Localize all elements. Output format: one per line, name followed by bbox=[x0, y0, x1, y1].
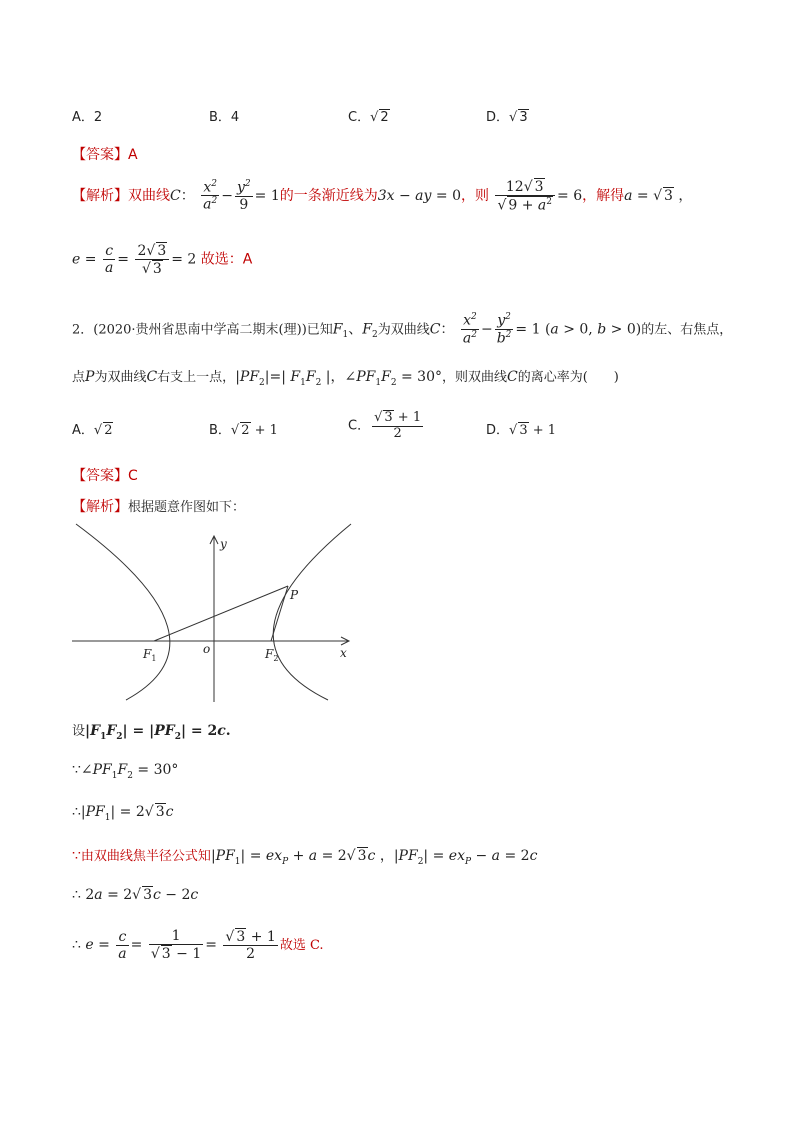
right-branch bbox=[273, 524, 351, 700]
q1-option-a: A．2 bbox=[72, 110, 103, 125]
q2-option-b: B．√ 2 + 1 bbox=[209, 423, 278, 438]
q1-option-c: C．√ 2 bbox=[348, 110, 389, 125]
q2-step2: $\because\angle PF_1F_2 = 30^\circ$ bbox=[72, 762, 179, 781]
q2-line2-t4: 的离心率为( ) bbox=[517, 370, 619, 385]
q2-step3: $\therefore|PF_1| = 2√$ 3c bbox=[72, 804, 174, 823]
q2-answer-value: C bbox=[128, 468, 138, 484]
q2-step6-suffix: 故选 C. bbox=[279, 938, 324, 954]
q2-step5: ∴ 2a = 2√ 3c − 2c bbox=[72, 887, 199, 903]
q1-option-c-value: 2 bbox=[380, 110, 389, 125]
q2-header: 2．(2020·贵州省思南中学高二期末(理))已知$F_1$、$F_2$为双曲线C： $\frac{x^2}{a^2}$ − $\frac{y^2}{b^2}$ = 1 (a > 0, b > 0)的左、右焦点， bbox=[72, 312, 733, 347]
q1-option-b: B．4 bbox=[209, 110, 240, 125]
q2-option-a-label: A． bbox=[72, 423, 94, 438]
label-f2: $F_2$ bbox=[265, 647, 279, 663]
q1-analysis-t3: ，则 bbox=[461, 187, 489, 204]
q1-answer bbox=[72, 144, 138, 164]
left-branch bbox=[76, 524, 170, 700]
q2-header-prefix: 2．(2020·贵州省思南中学高二期末(理))已知 bbox=[72, 322, 333, 338]
q2-option-b-label: B． bbox=[209, 423, 231, 438]
label-y: y bbox=[220, 537, 227, 551]
q2-line2: 点P为双曲线C右支上一点，$|PF_2|=|$ $F_1F_2$ |，$\angle PF_1F_2 = 30^\circ$，则双曲线C的离心率为( ) bbox=[72, 369, 619, 388]
q2-option-d: D．√ 3 + 1 bbox=[486, 423, 557, 438]
q1-analysis-tag: 【解析】 bbox=[72, 187, 128, 204]
q2-option-d-label: D． bbox=[486, 423, 510, 438]
q2-header-suffix: 的左、右焦点， bbox=[641, 322, 733, 338]
q2-option-c-label: C． bbox=[348, 418, 371, 434]
segment-pf1 bbox=[154, 586, 288, 641]
q1-analysis-t2: 的一条渐近线为 bbox=[279, 187, 378, 204]
q1-option-d: D．√ 3 bbox=[486, 110, 528, 125]
q2-answer bbox=[72, 465, 138, 485]
q1-analysis-line1: 【解析】双曲线C： $\frac{x^2}{a^2}$ − $\frac{y^2}{9}$ = 1的一条渐近线为3x − ay = 0，则 $\frac{12√ 3}{√ 9 + a^2}$ = 6，解得a = √ 3 ， bbox=[72, 178, 693, 214]
q2-step6: ∴ e = $\frac{c}{a}$ = $\frac{1}{√ 3 - 1}$ = $\frac{√ 3 + 1}{2}$ 故选 C. bbox=[72, 928, 324, 963]
q1-option-d-value: 3 bbox=[519, 110, 528, 125]
label-x: x bbox=[340, 646, 347, 660]
q2-header-mid: 为双曲线 bbox=[377, 322, 430, 338]
q2-step1: 设$|F_1F_2| = |PF_2| = 2c$. bbox=[72, 723, 231, 742]
q2-analysis-tag: 【解析】 bbox=[72, 499, 128, 515]
q2-line2-prefix: 点 bbox=[72, 370, 86, 385]
q2-analysis-text: 根据题意作图如下： bbox=[128, 500, 246, 515]
label-p: P bbox=[290, 588, 299, 602]
q2-line2-t2: 右支上一点， bbox=[157, 370, 236, 385]
label-f1-letter: F bbox=[143, 647, 152, 661]
hyperbola-figure bbox=[66, 520, 366, 705]
q2-answer-tag: 【答案】 bbox=[72, 468, 128, 484]
q1-analysis-t1: 双曲线 bbox=[128, 187, 170, 204]
q2-step4-text: 由双曲线焦半径公式知 bbox=[80, 849, 211, 864]
q1-option-d-label: D． bbox=[486, 110, 510, 125]
q2-line2-t3: ，则双曲线 bbox=[442, 370, 508, 385]
q1-option-c-label: C． bbox=[348, 110, 371, 125]
q2-step1-prefix: 设 bbox=[72, 724, 86, 739]
q1-analysis-t5: 故选：A bbox=[200, 251, 253, 268]
q1-analysis-line2: e = $\frac{c}{a}$ = $\frac{2√ 3}{√ 3}$ = 2 故选：A bbox=[72, 243, 253, 278]
q1-answer-tag: 【答案】 bbox=[72, 147, 128, 163]
q2-option-c: C． $\frac{√ 3 + 1}{2}$ bbox=[348, 410, 422, 441]
segment-pf2 bbox=[271, 586, 288, 641]
q2-line2-t1: 为双曲线 bbox=[94, 370, 147, 385]
q2-analysis bbox=[72, 496, 245, 516]
label-f1: $F_1$ bbox=[143, 647, 157, 663]
q1-answer-value: A bbox=[128, 147, 138, 163]
label-origin: o bbox=[203, 642, 211, 656]
q1-analysis-t4: ，解得 bbox=[582, 187, 625, 204]
q2-option-a: A．√ 2 bbox=[72, 423, 113, 438]
q2-step4: ∵由双曲线焦半径公式知$|PF_1| = ex_P + a = 2√$ 3c ，$|PF_2| = ex_P - a = 2c$ bbox=[72, 848, 538, 867]
label-f2-letter: F bbox=[265, 647, 274, 661]
